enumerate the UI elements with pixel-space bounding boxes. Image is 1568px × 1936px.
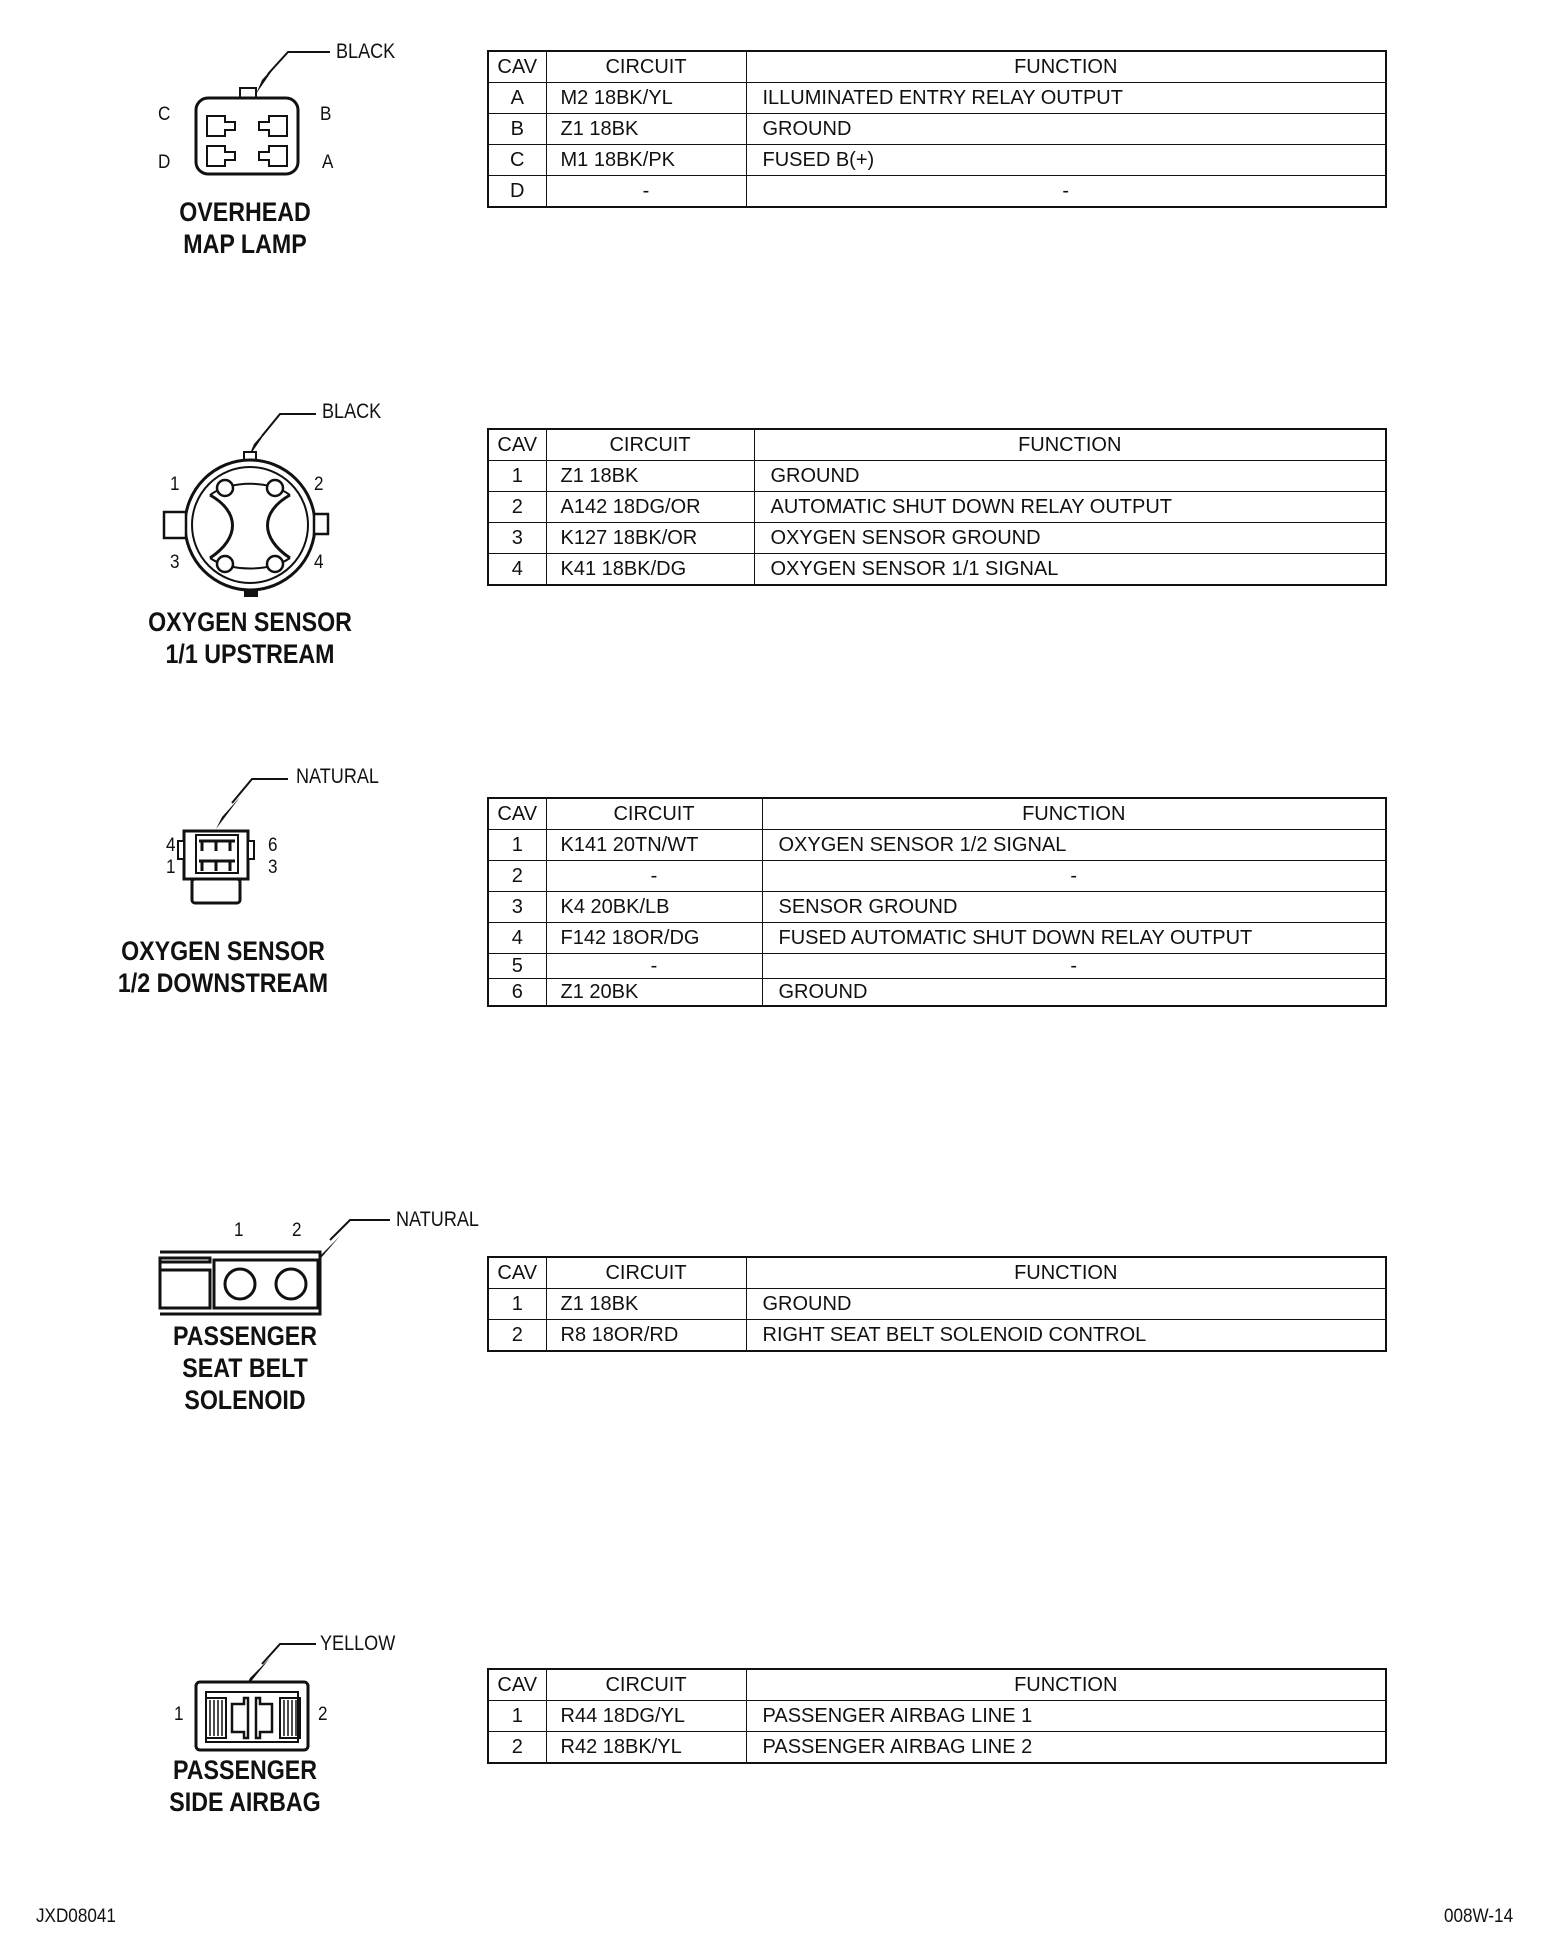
connector-title-line: SOLENOID <box>184 1385 306 1415</box>
pin-label-1: 1 <box>166 857 176 878</box>
cell-cav: D <box>488 176 546 208</box>
pin-label-1: 1 <box>170 474 180 495</box>
cell-circuit: Z1 18BK <box>546 1289 746 1320</box>
cell-cav: 2 <box>488 492 546 523</box>
pin-label-2: 2 <box>292 1220 302 1241</box>
table-row <box>488 523 1386 554</box>
header-function: FUNCTION <box>754 429 1386 461</box>
cell-circuit: F142 18OR/DG <box>546 923 762 954</box>
connector-title-line: 1/1 UPSTREAM <box>165 639 335 669</box>
table-row <box>488 1701 1386 1732</box>
connector-section-side-airbag <box>0 1620 1568 1840</box>
cell-circuit: Z1 20BK <box>546 979 762 1007</box>
header-function: FUNCTION <box>746 1257 1386 1289</box>
cell-function: GROUND <box>746 1289 1386 1320</box>
pin-label-c: C <box>158 104 171 125</box>
table-header-row <box>488 1257 1386 1289</box>
cell-cav: 2 <box>488 1320 546 1352</box>
cell-function: PASSENGER AIRBAG LINE 1 <box>746 1701 1386 1732</box>
cell-function: GROUND <box>746 114 1386 145</box>
table-row <box>488 461 1386 492</box>
pinout-table <box>487 50 1387 208</box>
header-function: FUNCTION <box>746 1669 1386 1701</box>
cell-cav: A <box>488 83 546 114</box>
cell-function: FUSED AUTOMATIC SHUT DOWN RELAY OUTPUT <box>762 923 1386 954</box>
cell-circuit: A142 18DG/OR <box>546 492 754 523</box>
connector-section-seat-belt-solenoid <box>0 1200 1568 1450</box>
connector-title-line: SEAT BELT <box>182 1353 308 1383</box>
table-row <box>488 954 1386 979</box>
connector-title <box>138 1754 353 1818</box>
cell-circuit: K41 18BK/DG <box>546 554 754 586</box>
connector-title-line: 1/2 DOWNSTREAM <box>117 968 329 998</box>
table-row <box>488 979 1386 1007</box>
header-function: FUNCTION <box>762 798 1386 830</box>
cell-function: AUTOMATIC SHUT DOWN RELAY OUTPUT <box>754 492 1386 523</box>
connector-color-label: BLACK <box>322 400 382 423</box>
connector-color-label: NATURAL <box>396 1208 479 1231</box>
cell-cav: 1 <box>488 461 546 492</box>
connector-section-oxygen-sensor-downstream <box>0 765 1568 1065</box>
table-header-row <box>488 798 1386 830</box>
cell-cav: 2 <box>488 1732 546 1764</box>
cell-function: - <box>762 954 1386 979</box>
pin-label-2: 2 <box>314 474 324 495</box>
table-row <box>488 145 1386 176</box>
table-row <box>488 830 1386 861</box>
connector-title <box>125 606 374 670</box>
cell-function: - <box>762 861 1386 892</box>
cell-cav: 3 <box>488 523 546 554</box>
cell-cav: 4 <box>488 923 546 954</box>
header-function: FUNCTION <box>746 51 1386 83</box>
cell-cav: 3 <box>488 892 546 923</box>
table-row <box>488 923 1386 954</box>
cell-circuit: R44 18DG/YL <box>546 1701 746 1732</box>
cell-function: OXYGEN SENSOR 1/1 SIGNAL <box>754 554 1386 586</box>
header-cav: CAV <box>488 1669 546 1701</box>
connector-color-label: BLACK <box>336 40 396 63</box>
pin-label-4: 4 <box>314 552 324 573</box>
pin-label-d: D <box>158 152 171 173</box>
table-header-row <box>488 429 1386 461</box>
connector-title-line: PASSENGER <box>172 1321 318 1351</box>
cell-function: OXYGEN SENSOR 1/2 SIGNAL <box>762 830 1386 861</box>
table-row <box>488 1289 1386 1320</box>
header-circuit: CIRCUIT <box>546 1257 746 1289</box>
header-cav: CAV <box>488 798 546 830</box>
cell-circuit: - <box>546 176 746 208</box>
connector-color-label: YELLOW <box>320 1632 396 1655</box>
cell-cav: B <box>488 114 546 145</box>
pinout-table <box>487 1668 1387 1764</box>
connector-title-line: OXYGEN SENSOR <box>148 607 352 637</box>
pin-label-6: 6 <box>268 835 278 856</box>
table-row <box>488 892 1386 923</box>
header-circuit: CIRCUIT <box>546 798 762 830</box>
header-circuit: CIRCUIT <box>546 429 754 461</box>
cell-circuit: K4 20BK/LB <box>546 892 762 923</box>
cell-function: OXYGEN SENSOR GROUND <box>754 523 1386 554</box>
connector-color-label: NATURAL <box>296 765 379 788</box>
cell-cav: 1 <box>488 1289 546 1320</box>
cell-circuit: - <box>546 954 762 979</box>
table-row <box>488 861 1386 892</box>
pinout-table <box>487 1256 1387 1352</box>
cell-cav: C <box>488 145 546 176</box>
cell-function: - <box>746 176 1386 208</box>
cell-cav: 6 <box>488 979 546 1007</box>
connector-section-overhead-map-lamp <box>0 0 1568 300</box>
cell-cav: 4 <box>488 554 546 586</box>
cell-circuit: M2 18BK/YL <box>546 83 746 114</box>
cell-cav: 1 <box>488 830 546 861</box>
header-cav: CAV <box>488 429 546 461</box>
connector-title-line: OVERHEAD <box>179 197 311 227</box>
pin-label-b: B <box>320 104 332 125</box>
cell-cav: 2 <box>488 861 546 892</box>
table-row <box>488 176 1386 208</box>
header-circuit: CIRCUIT <box>546 1669 746 1701</box>
connector-title-line: OXYGEN SENSOR <box>121 936 325 966</box>
pin-label-2: 2 <box>318 1704 328 1725</box>
pin-label-a: A <box>322 152 334 173</box>
cell-circuit: R8 18OR/RD <box>546 1320 746 1352</box>
cell-function: FUSED B(+) <box>746 145 1386 176</box>
pin-label-3: 3 <box>170 552 180 573</box>
connector-title-line: MAP LAMP <box>183 229 307 259</box>
cell-function: RIGHT SEAT BELT SOLENOID CONTROL <box>746 1320 1386 1352</box>
connector-title <box>146 1320 344 1416</box>
cell-function: GROUND <box>762 979 1386 1007</box>
header-circuit: CIRCUIT <box>546 51 746 83</box>
pinout-table <box>487 797 1387 1007</box>
table-row <box>488 554 1386 586</box>
header-cav: CAV <box>488 51 546 83</box>
table-header-row <box>488 51 1386 83</box>
cell-cav: 1 <box>488 1701 546 1732</box>
cell-function: PASSENGER AIRBAG LINE 2 <box>746 1732 1386 1764</box>
table-row <box>488 492 1386 523</box>
table-row <box>488 1732 1386 1764</box>
figure-id: JXD08041 <box>36 1906 116 1927</box>
table-header-row <box>488 1669 1386 1701</box>
table-row <box>488 114 1386 145</box>
cell-function: ILLUMINATED ENTRY RELAY OUTPUT <box>746 83 1386 114</box>
cell-circuit: R42 18BK/YL <box>546 1732 746 1764</box>
table-row <box>488 83 1386 114</box>
cell-cav: 5 <box>488 954 546 979</box>
cell-circuit: K141 20TN/WT <box>546 830 762 861</box>
pin-label-4: 4 <box>166 835 176 856</box>
connector-title <box>98 935 347 999</box>
cell-function: SENSOR GROUND <box>762 892 1386 923</box>
table-row <box>488 1320 1386 1352</box>
cell-circuit: Z1 18BK <box>546 114 746 145</box>
cell-circuit: Z1 18BK <box>546 461 754 492</box>
cell-circuit: M1 18BK/PK <box>546 145 746 176</box>
pin-label-1: 1 <box>234 1220 244 1241</box>
pin-label-1: 1 <box>174 1704 184 1725</box>
cell-circuit: - <box>546 861 762 892</box>
connector-title-line: SIDE AIRBAG <box>169 1787 321 1817</box>
header-cav: CAV <box>488 1257 546 1289</box>
connector-title <box>146 196 344 260</box>
pinout-table <box>487 428 1387 586</box>
page-number: 008W-14 <box>1444 1906 1514 1927</box>
connector-section-oxygen-sensor-upstream <box>0 400 1568 700</box>
cell-function: GROUND <box>754 461 1386 492</box>
pin-label-3: 3 <box>268 857 278 878</box>
connector-title-line: PASSENGER <box>172 1755 318 1785</box>
cell-circuit: K127 18BK/OR <box>546 523 754 554</box>
